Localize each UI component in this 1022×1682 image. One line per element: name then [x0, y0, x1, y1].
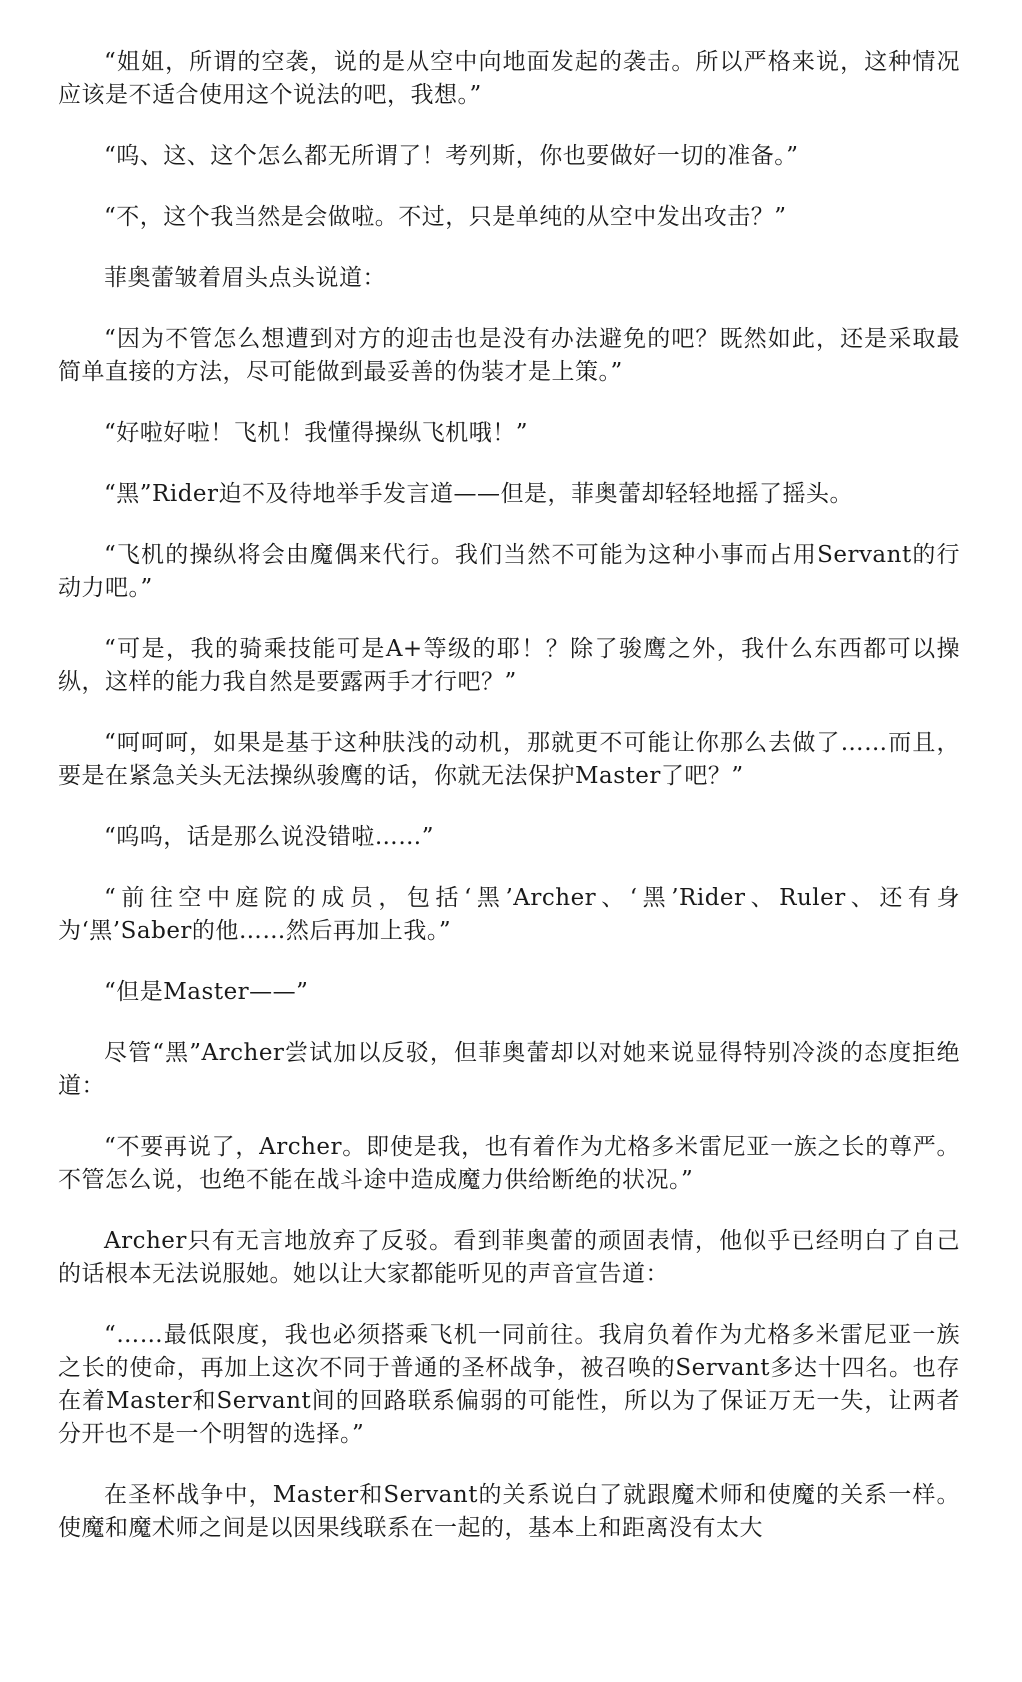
paragraph: “但是Master——” — [104, 979, 309, 1005]
paragraph: “呵呵呵，如果是基于这种肤浅的动机，那就更不可能让你那么去做了……而且，要是在紧急关头无法操纵骏鹰的话，你就无法保护Master了吧？” — [58, 730, 960, 789]
paragraph: “因为不管怎么想遭到对方的迎击也是没有办法避免的吧？既然如此，还是采取最简单直接的方法，尽可能做到最妥善的伪装才是上策。” — [58, 326, 960, 385]
paragraph: Archer只有无言地放弃了反驳。看到菲奥蕾的顽固表情，他似乎已经明白了自己的话根本无法说服她。她以让大家都能听见的声音宣告道： — [58, 1228, 960, 1287]
paragraph: “飞机的操纵将会由魔偶来代行。我们当然不可能为这种小事而占用Servant的行动力吧。” — [58, 542, 960, 601]
paragraph: 在圣杯战争中，Master和Servant的关系说白了就跟魔术师和使魔的关系一样。使魔和魔术师之间是以因果线联系在一起的，基本上和距离没有太大 — [58, 1482, 960, 1541]
paragraph: “不要再说了，Archer。即使是我，也有着作为尤格多米雷尼亚一族之长的尊严。不管怎么说，也绝不能在战斗途中造成魔力供给断绝的状况。” — [58, 1134, 960, 1193]
paragraph: “姐姐，所谓的空袭，说的是从空中向地面发起的袭击。所以严格来说，这种情况应该是不适合使用这个说法的吧，我想。” — [58, 49, 960, 108]
paragraph: “好啦好啦！飞机！我懂得操纵飞机哦！” — [104, 420, 529, 446]
paragraph: “可是，我的骑乘技能可是A+等级的耶！？除了骏鹰之外，我什么东西都可以操纵，这样的能力我自然是要露两手才行吧？” — [58, 636, 960, 695]
paragraph: 菲奥蕾皱着眉头点头说道： — [104, 265, 386, 291]
paragraph: “呜呜，话是那么说没错啦……” — [104, 824, 435, 850]
document-page — [58, 46, 960, 1573]
paragraph: “……最低限度，我也必须搭乘飞机一同前往。我肩负着作为尤格多米雷尼亚一族之长的使命，再加上这次不同于普通的圣杯战争，被召唤的Servant多达十四名。也存在着Master和Servant间的回路联系偏弱的可能性，所以为了保证万无一失，让两者分开也不是一个明智的选择。” — [58, 1322, 960, 1447]
paragraph: 尽管“黑”Archer尝试加以反驳，但菲奥蕾却以对她来说显得特别冷淡的态度拒绝道： — [58, 1040, 960, 1099]
paragraph: “呜、这、这个怎么都无所谓了！考列斯，你也要做好一切的准备。” — [104, 143, 799, 169]
paragraph: “前往空中庭院的成员，包括‘黑’Archer、‘黑’Rider、Ruler、还有身为‘黑’Saber的他……然后再加上我。” — [58, 885, 960, 944]
paragraph: “黑”Rider迫不及待地举手发言道——但是，菲奥蕾却轻轻地摇了摇头。 — [104, 481, 854, 507]
paragraph: “不，这个我当然是会做啦。不过，只是单纯的从空中发出攻击？” — [104, 204, 787, 230]
